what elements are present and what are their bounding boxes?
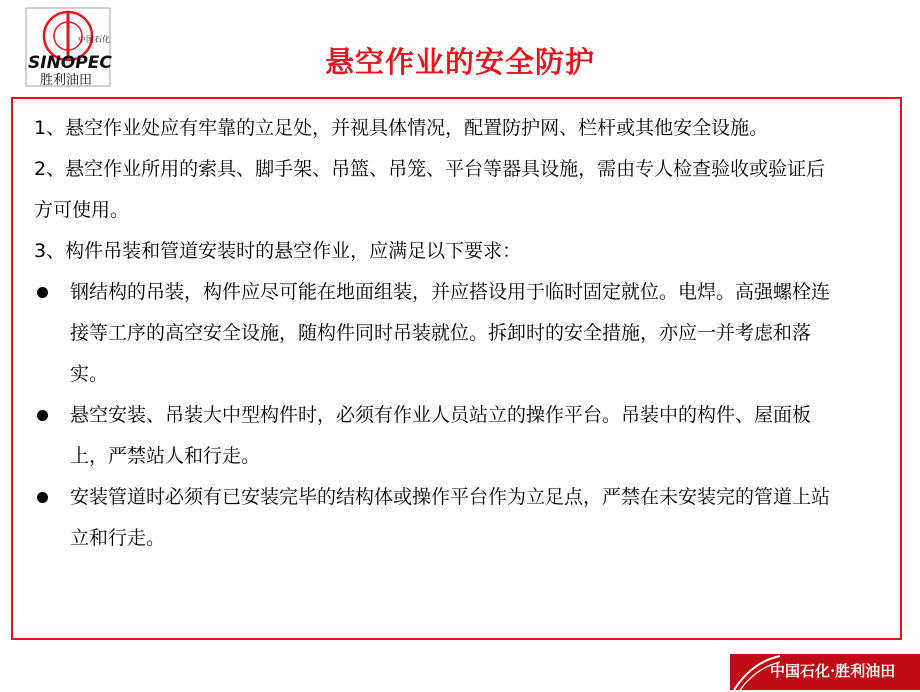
bullet-dot-icon	[37, 287, 48, 298]
bullet-item-2	[34, 395, 844, 477]
bullet-item-1	[34, 272, 844, 395]
svg-text:中国石化: 中国石化	[78, 35, 110, 44]
bullet-dot-icon	[37, 410, 48, 421]
content-body	[34, 108, 844, 559]
bullet-text-1: 钢结构的吊装，构件应尽可能在地面组装，并应搭设用于临时固定就位。电焊。高强螺栓连接等工序的高空安全设施，随构件同时吊装就位。拆卸时的安全措施，亦应一并考虑和落实。	[70, 281, 831, 385]
svg-text:胜利油田: 胜利油田	[40, 73, 93, 88]
footer-brand-text: 中国石化·胜利油田	[770, 662, 896, 680]
bullet-text-2: 悬空安装、吊装大中型构件时，必须有作业人员站立的操作平台。吊装中的构件、屋面板上，严禁站人和行走。	[70, 404, 812, 467]
bullet-dot-icon	[37, 492, 48, 503]
paragraph-1: 1、悬空作业处应有牢靠的立足处，并视具体情况，配置防护网、栏杆或其他安全设施。	[34, 117, 769, 139]
paragraph-3: 3、构件吊装和管道安装时的悬空作业，应满足以下要求：	[34, 240, 522, 262]
slide-title: 悬空作业的安全防护	[324, 45, 595, 79]
bullet-item-3	[34, 477, 844, 559]
paragraph-2: 2、悬空作业所用的索具、脚手架、吊篮、吊笼、平台等器具设施，需由专人检查验收或验证后方可使用。	[34, 158, 826, 221]
svg-text:SINOPEC: SINOPEC	[28, 53, 112, 73]
bullet-text-3: 安装管道时必须有已安装完毕的结构体或操作平台作为立足点，严禁在未安装完的管道上站立和行走。	[70, 486, 831, 549]
